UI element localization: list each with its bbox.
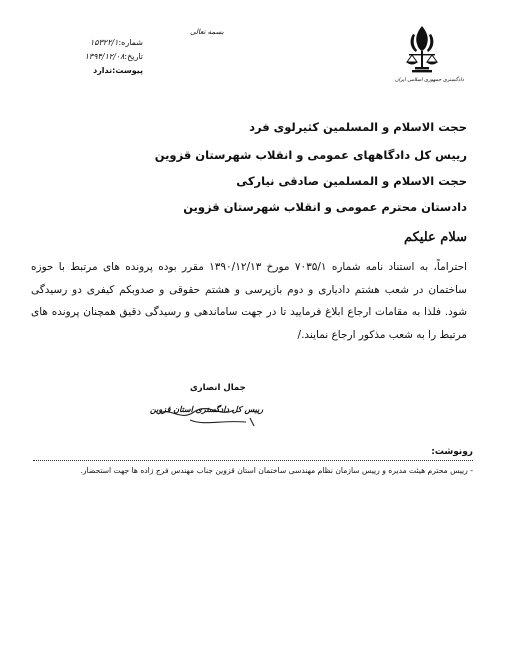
letter-body: احتراماً، به استناد نامه شماره ۷۰۳۵/۱ مورخ ۱۳۹۰/۱۲/۱۳ مقرر بوده پرونده های مرتبط با حوزه ساختمان در شعب هشتم دادیاری و دوم بازپرسی و هشتم حقوقی و صدوبکم کیفری دو رسیدگی شود. فلذا به مقامات ارجاع ابلاغ فرمایید تا در جهت ساماندهی و رسیدگی دقیق همچنان پرونده های مرتبط را به شعب مذکور ارجاع نمایند./ (31, 261, 468, 341)
addressee-line-1: حجت الاسلام و المسلمین کثیرلوی فرد (249, 120, 467, 134)
signer-title: رییس کل دادگستری استان قزوین (150, 405, 264, 414)
cc-divider (33, 460, 473, 461)
signer-name: جمال انصاری (190, 383, 246, 393)
bismillah: بسمه تعالی (190, 28, 224, 36)
letter-meta (48, 36, 143, 78)
cc-item: - رییس محترم هیئت مدیره و رییس سازمان نظام مهندسی ساختمان استان قزوین جناب مهندس فرج زاده ها جهت استحضار. (80, 466, 473, 475)
judiciary-emblem-icon (405, 24, 439, 76)
greeting: سلام علیکم (403, 230, 467, 245)
letter-date: تاریخ:۱۳۹۴/۱۲/۰۸ (84, 52, 143, 61)
addressee-line-3: حجت الاسلام و المسلمین صادقی نیارکی (236, 174, 467, 188)
letter-number: شماره:۱۵۳۲۲/۱ (90, 38, 143, 47)
cc-heading: رونوشت: (431, 447, 473, 457)
addressee-line-2: رییس کل دادگاههای عمومی و انقلاب شهرستان قزوین (154, 148, 467, 162)
emblem-caption: دادگستری جمهوری اسلامی ایران (395, 77, 464, 83)
addressee-line-4: دادستان محترم عمومی و انقلاب شهرستان قزوین (183, 200, 467, 214)
letter-attachment: پیوست:ندارد (93, 66, 143, 75)
